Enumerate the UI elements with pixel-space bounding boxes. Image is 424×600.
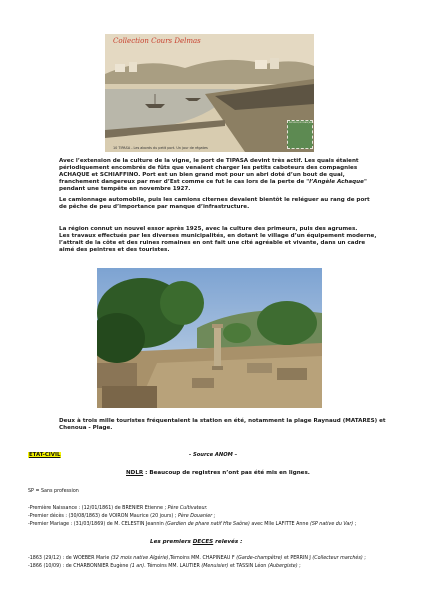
p2-text: Le camionnage automobile, puis les camions citernes devaient bientôt le reléguer au rang de port de pêche de peu d’importance par manque d’infrastructure. — [59, 197, 370, 210]
death-1-d: ; — [362, 556, 366, 561]
deces-title-a: Les premiers — [150, 539, 193, 545]
first-birth-text: -Première Naissance : (12/01/1861) de BRENIER Etienne ; — [28, 506, 168, 511]
paragraph-essor — [59, 226, 379, 254]
ndlr-note — [126, 470, 310, 476]
death-1-c: et PERRIN J — [282, 556, 313, 561]
first-death — [28, 514, 215, 519]
first-death-text: -Premier décès : (30/08/1863) de VOIRON Maurice (20 jours) ; — [28, 514, 178, 519]
first-marriage — [28, 522, 356, 527]
death-2-b: . Témoins MM. LAUTIER — [144, 564, 202, 569]
death-2-note3: (Aubergiste) — [267, 564, 298, 569]
death-2-note1: (1 an) — [129, 564, 145, 569]
p1-ship-name: "l’Angèle Achaque" — [306, 179, 367, 185]
first-marriage-note2: (SP native du Var) — [309, 522, 354, 527]
first-marriage-text: -Premier Mariage : (31/03/1869) de M. CELESTIN Jeannin — [28, 522, 166, 527]
death-entry — [28, 564, 301, 569]
first-birth — [28, 506, 208, 511]
p4-text: Deux à trois mille touristes fréquentaient la station en été, notamment la plage Raynaud (MATARES) et Chenoua - Plage. — [59, 418, 386, 431]
death-1-b: ,Témoins MM. CHAPINEAU F — [168, 556, 237, 561]
death-2-c: et TASSIN Léon — [228, 564, 268, 569]
p3-text-a: La région connut un nouvel essor après 1925, avec la culture des primeurs, puis des agrumes. — [59, 226, 358, 232]
death-1-note1: (32 mois native Algérie) — [110, 556, 169, 561]
ndlr-label: NDLR — [126, 470, 144, 476]
death-1-note2: (Garde-champêtre) — [236, 556, 283, 561]
p1-text-a: Avec l’extension de la culture de la vigne, le port de TIPASA devint très actif. Les quais étaient périodiquement encombrés de fûts que venaient charger les petits caboteurs des compagnies ACHAQUE et SCHIAFFINO. Port est un bien grand mot pour un abri doté d’un bout de quai, franchement dangereux par mer d’Est comme ce fut le cas lors de la perte de — [59, 158, 359, 185]
paragraph-camionnage — [59, 197, 379, 211]
first-death-note: Père Douanier ; — [177, 514, 216, 519]
source-label: - Source ANOM – — [189, 452, 238, 458]
postcard-caption: 10 TIPASA - Les abords du petit port. Un jour de régates — [113, 146, 208, 150]
first-marriage-mid: avec Mlle LAFITTE Anne — [249, 522, 310, 527]
first-marriage-end: ; — [353, 522, 357, 527]
death-1-note3: (Collecteur marchés) — [312, 556, 363, 561]
death-entry — [28, 556, 366, 561]
death-2-d: ; — [297, 564, 301, 569]
sp-note: SP = Sans profession — [28, 489, 79, 494]
death-2-note2: (Menuisier) — [201, 564, 229, 569]
ndlr-text: : Beaucoup de registres n’ont pas été mis en lignes. — [143, 470, 310, 476]
postcard-photo — [105, 34, 314, 152]
etat-civil-label: ETAT-CIVIL — [29, 452, 61, 458]
first-birth-note: Père Cultivateur. — [167, 506, 208, 511]
postage-stamp — [287, 120, 313, 149]
deces-title-u: DECES — [192, 539, 214, 545]
p3-text-b: Les travaux effectués par les diverses municipalités, en dotant le village d’un équipement moderne, l’attrait de la côte et des ruines romaines en ont fait une cité agréable et vivante, dans un cadre aimé des peintres et des touristes. — [59, 233, 377, 253]
ruins-photo — [97, 268, 322, 408]
paragraph-touristes — [59, 418, 399, 432]
deces-title-b: relevés : — [213, 539, 243, 545]
postcard-overlay-title: Collection Cours Delmas — [113, 37, 201, 45]
death-2-a: -1866 (10/09) : de CHARBONNIER Eugène — [28, 564, 130, 569]
death-1-a: -1863 (29/12) : de WOEBER Marie — [28, 556, 111, 561]
paragraph-port — [59, 158, 379, 193]
deces-title — [150, 539, 242, 545]
p1-text-b: pendant une tempête en novembre 1927. — [59, 186, 191, 192]
first-marriage-note1: (Gardien de phare natif Hte Saône) — [165, 522, 250, 527]
stamp-label: REPUBLIQUE FRANÇAISE — [289, 122, 314, 124]
